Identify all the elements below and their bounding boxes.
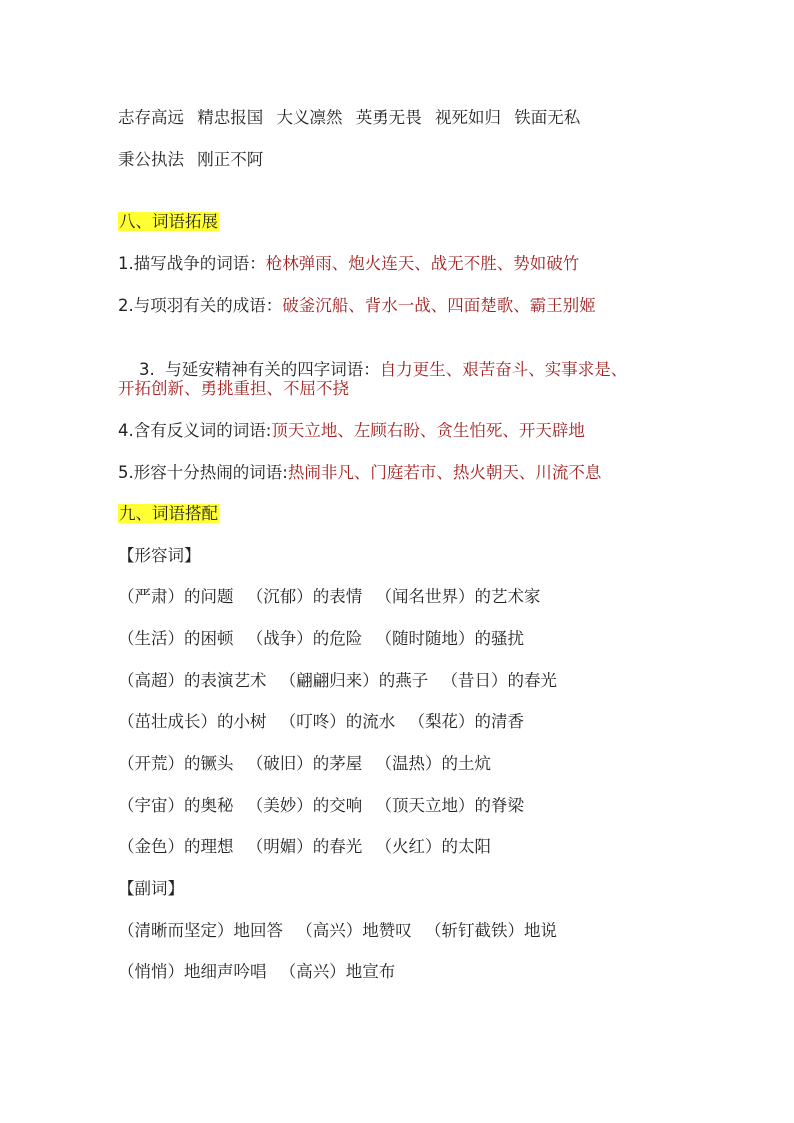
idiom-line-1 [118, 107, 580, 129]
section-heading-9: 九、词语搭配 [119, 504, 218, 523]
collocation-row: （严肃）的问题 （沉郁）的表情 （闻名世界）的艺术家 [118, 587, 541, 606]
collocation-row: （茁壮成长）的小树 （叮咚）的流水 （梨花）的清香 [118, 712, 524, 731]
idiom: 大义凛然 [276, 108, 343, 127]
collocation-row: （金色）的理想 （明媚）的春光 （火红）的太阳 [118, 837, 491, 856]
expansion-item-3: 3. 与延安精神有关的四字词语：自力更生、艰苦奋斗、实事求是、 [138, 360, 628, 379]
idiom: 刚正不阿 [197, 150, 264, 169]
collocation-row: （生活）的困顿 （战争）的危险 （随时随地）的骚扰 [118, 629, 524, 648]
expansion-item-5: 5.形容十分热闹的词语:热闹非凡、门庭若市、热火朝天、川流不息 [118, 463, 602, 482]
idiom: 视死如归 [435, 108, 501, 127]
adjective-heading: 【形容词】 [118, 546, 201, 565]
idiom: 秉公执法 [118, 150, 184, 169]
idiom: 英勇无畏 [355, 108, 422, 127]
idiom: 志存高远 [118, 108, 184, 127]
collocation-row: （高超）的表演艺术 （翩翩归来）的燕子 （昔日）的春光 [118, 671, 557, 690]
idiom-line-2 [118, 149, 263, 171]
collocation-row: （宇宙）的奥秘 （美妙）的交响 （顶天立地）的脊梁 [118, 796, 524, 815]
section-heading-8: 八、词语拓展 [119, 212, 218, 231]
collocation-row: （悄悄）地细声吟唱 （高兴）地宣布 [118, 962, 396, 981]
idiom: 精忠报国 [197, 108, 264, 127]
expansion-item-2: 2.与项羽有关的成语：破釜沉船、背水一战、四面楚歌、霸王别姬 [118, 296, 596, 315]
idiom: 铁面无私 [514, 108, 581, 127]
collocation-row: （清晰而坚定）地回答 （高兴）地赞叹 （斩钉截铁）地说 [118, 921, 557, 940]
expansion-item-3-continued: 开拓创新、勇挑重担、不屈不挠 [118, 379, 349, 398]
adverb-heading: 【副词】 [118, 879, 184, 898]
expansion-item-4: 4.含有反义词的词语:顶天立地、左顾右盼、贪生怕死、开天辟地 [118, 421, 585, 440]
expansion-item-1: 1.描写战争的词语：枪林弹雨、炮火连天、战无不胜、势如破竹 [118, 254, 580, 273]
collocation-row: （开荒）的镢头 （破旧）的茅屋 （温热）的土炕 [118, 754, 491, 773]
